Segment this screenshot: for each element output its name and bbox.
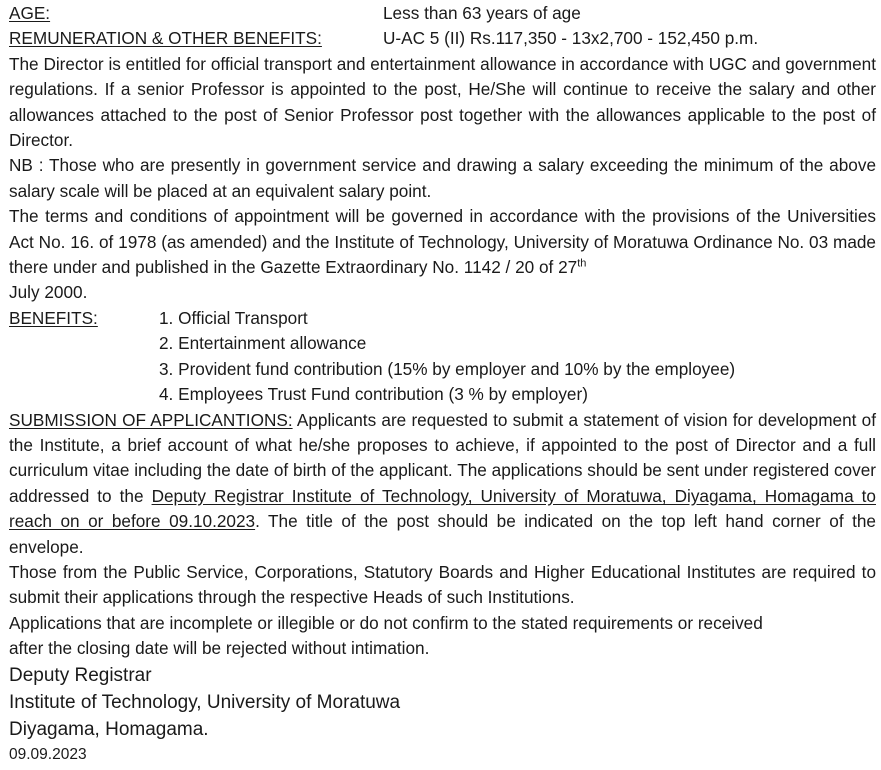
terms-paragraph [9, 204, 876, 306]
benefit-item-3: 3. Provident fund contribution (15% by employer and 10% by the employee) [159, 358, 736, 379]
submission-text-2: . The title of the post should be indicated on the top left hand corner of the envelope. [9, 511, 876, 557]
age-label: AGE: [9, 3, 51, 23]
benefits-section [9, 306, 876, 408]
submission-text-1: Applicants are requested to submit a statement of vision for development of the Institute, a brief account of what he/she proposes to achieve, if appointed to the post of Director and a full curriculum vitae including the date of birth of the applicant. The applications should be sent under registered cover addressed to the [9, 409, 876, 506]
submission-address: Deputy Registrar Institute of Technology, University of Moratuwa, Diyagama, Homagama to reach on or before 09.10.2023 [9, 485, 876, 532]
terms-main-text: The terms and conditions of appointment will be governed in accordance with the provisions of the Universities Act No. 16. of 1978 (as amended) and the Institute of Technology, University of Moratuwa Ordinance No. 03 made there under and published in the Gazette Extraordinary No. 1142 / 20 of 27 [9, 206, 876, 278]
incomplete-line-1: Applications that are incomplete or illegible or do not confirm to the stated requirements or received [9, 612, 763, 633]
signature-location: Diyagama, Homagama. [9, 718, 209, 740]
benefits-list [159, 306, 735, 408]
remuneration-value: U-AC 5 (II) Rs.117,350 - 13x2,700 - 152,450 p.m. [383, 28, 759, 49]
signature-title: Deputy Registrar [9, 664, 152, 686]
signature-date: 09.09.2023 [9, 745, 87, 763]
terms-superscript: th [577, 257, 587, 270]
terms-tail-text: July 2000. [9, 282, 88, 303]
benefits-label: BENEFITS: [9, 307, 98, 328]
incomplete-line-2: after the closing date will be rejected without intimation. [9, 638, 430, 659]
director-paragraph: The Director is entitled for official transport and entertainment allowance in accordance with UGC and government regulations. If a senior Professor is appointed to the post, He/She will continue to receive the salary and other allowances attached to the post of Senior Professor post together with the allowances applicable to the post of Director. [9, 53, 876, 151]
benefit-item-1: 1. Official Transport [159, 307, 308, 328]
age-row [9, 1, 876, 26]
submission-paragraph [9, 408, 876, 560]
nb-paragraph: NB : Those who are presently in government service and drawing a salary exceeding the minimum of the above salary scale will be placed at an equivalent salary point. [9, 155, 876, 201]
submission-label: SUBMISSION OF APPLICANTIONS: [9, 409, 293, 430]
benefit-item-2: 2. Entertainment allowance [159, 333, 367, 354]
remuneration-row [9, 26, 876, 51]
remuneration-label: REMUNERATION & OTHER BENEFITS: [9, 28, 322, 49]
benefit-item-4: 4. Employees Trust Fund contribution (3 % by employer) [159, 384, 588, 405]
age-value: Less than 63 years of age [383, 3, 581, 23]
public-service-paragraph: Those from the Public Service, Corporations, Statutory Boards and Higher Educational Institutes are required to submit their applications through the respective Heads of such Institutions. [9, 561, 876, 608]
signature-institute: Institute of Technology, University of Moratuwa [9, 691, 401, 713]
